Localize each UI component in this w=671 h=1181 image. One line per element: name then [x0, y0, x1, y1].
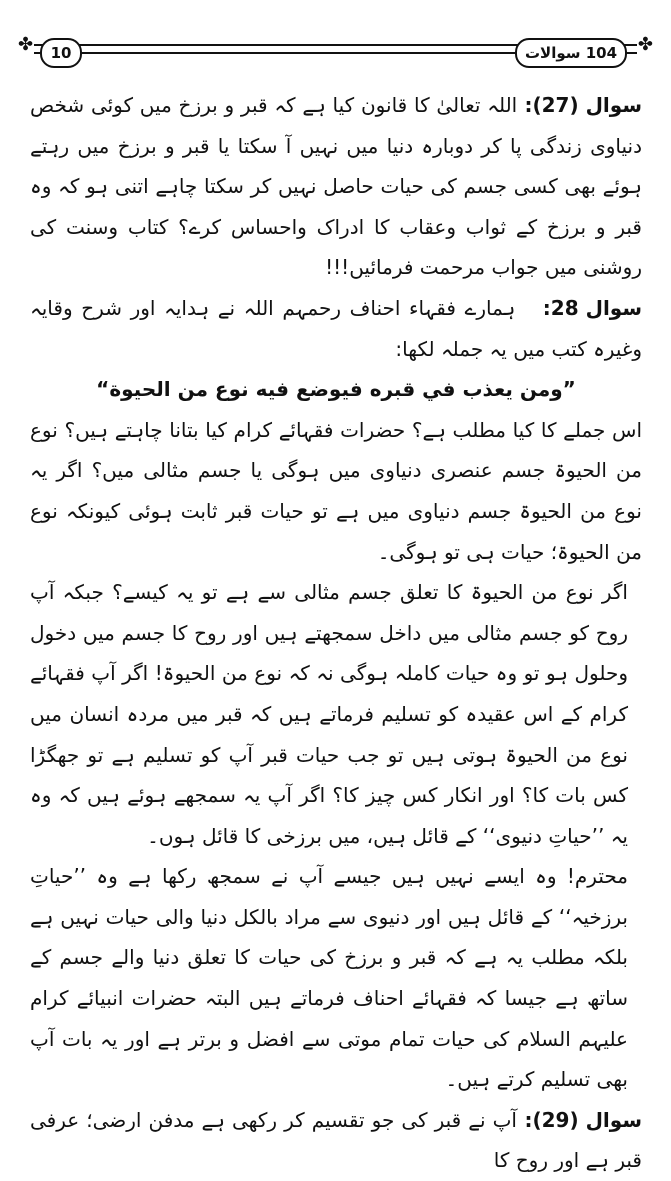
question-label: سوال (29):: [524, 1107, 642, 1132]
page-body: [30, 85, 642, 1181]
question-label: سوال 28:: [542, 295, 643, 320]
ornament-left-icon: ✤: [18, 34, 34, 55]
arabic-quote: ”ومن يعذب في قبره فيوضع فيه نوع من الحيوة“: [96, 377, 576, 402]
question-text: آپ نے قبر کی جو تقسیم کر رکھی ہے مدفن ارضی؛ عرفی قبر ہے اور روح کا: [30, 1107, 642, 1173]
question-29: [30, 1100, 642, 1181]
paragraph: اگر نوع من الحیوۃ کا تعلق جسم مثالی سے ہے تو یہ کیسے؟ جبکہ آپ روح کو جسم مثالی میں داخل سمجھتے ہیں اور روح کا جسم میں دخول وحلول ہو تو وہ حیات کاملہ ہوگی نہ کہ نوع من الحیوۃ! اگر آپ فقہائے کرام کے اس عقیدہ کو تسلیم فرماتے ہیں کہ قبر میں مردہ انسان میں نوع من الحیوۃ ہوتی ہیں تو جب حیات قبر آپ کو تسلیم ہے تو جھگڑا کس بات کا؟ اور انکار کس چیز کا؟ اگر آپ یہ سمجھے ہوئے ہیں کہ وہ یہ ’’حیاتِ دنیوی‘‘ کے قائل ہیں، میں برزخی کا قائل ہوں۔: [30, 580, 628, 848]
book-title: 104 سوالات: [515, 38, 627, 68]
paragraph: اس جملے کا کیا مطلب ہے؟ حضرات فقہائے کرام کیا بتانا چاہتے ہیں؟ نوع من الحیوۃ جسم عنصری دنیاوی میں ہوگی یا جسم مثالی میں؟ اگر یہ نوع من الحیوۃ جسم دنیاوی میں ہے تو حیات قبر ثابت ہوئی کیونکہ نوع من الحیوۃ؛ حیات ہی تو ہوگی۔: [30, 417, 642, 564]
question-27: [30, 85, 642, 288]
page-header: [0, 0, 671, 78]
question-28: [30, 288, 642, 369]
question-text: ہمارے فقہاء احناف رحمہم اللہ نے ہدایہ اور شرح وقایہ وغیرہ کتب میں یہ جملہ لکھا:: [30, 295, 642, 361]
ornament-right-icon: ✤: [637, 34, 653, 55]
question-text: اللہ تعالیٰ کا قانون کیا ہے کہ قبر و برزخ میں کوئی شخص دنیاوی زندگی پا کر دوبارہ دنیا میں نہیں آ سکتا یا قبر و برزخ میں رہتے ہوئے بھی کسی جسم کی حیات حاصل نہیں کر سکتا چاہے اتنی ہو کہ وہ قبر و برزخ کے ثواب وعقاب کا ادراک واحساس کرے؟ کتاب وسنت کی روشنی میں جواب مرحمت فرمائیں!!!: [30, 93, 642, 280]
page-number: 10: [40, 38, 82, 68]
paragraph: محترم! وہ ایسے نہیں ہیں جیسے آپ نے سمجھ رکھا ہے وہ ’’حیاتِ برزخیہ‘‘ کے قائل ہیں اور دنیوی سے مراد بالکل دنیا والی حیات نہیں ہے بلکہ مطلب یہ ہے کہ قبر و برزخ کی حیات کا تعلق دنیا والے جسم کے ساتھ ہے جیسا کہ فقہائے احناف فرماتے ہیں البتہ حضرات انبیائے کرام علیہم السلام کی حیات تمام موتی سے افضل و برتر ہے اور یہ بات آپ بھی تسلیم کرتے ہیں۔: [30, 864, 628, 1092]
question-label: سوال (27):: [524, 93, 642, 117]
